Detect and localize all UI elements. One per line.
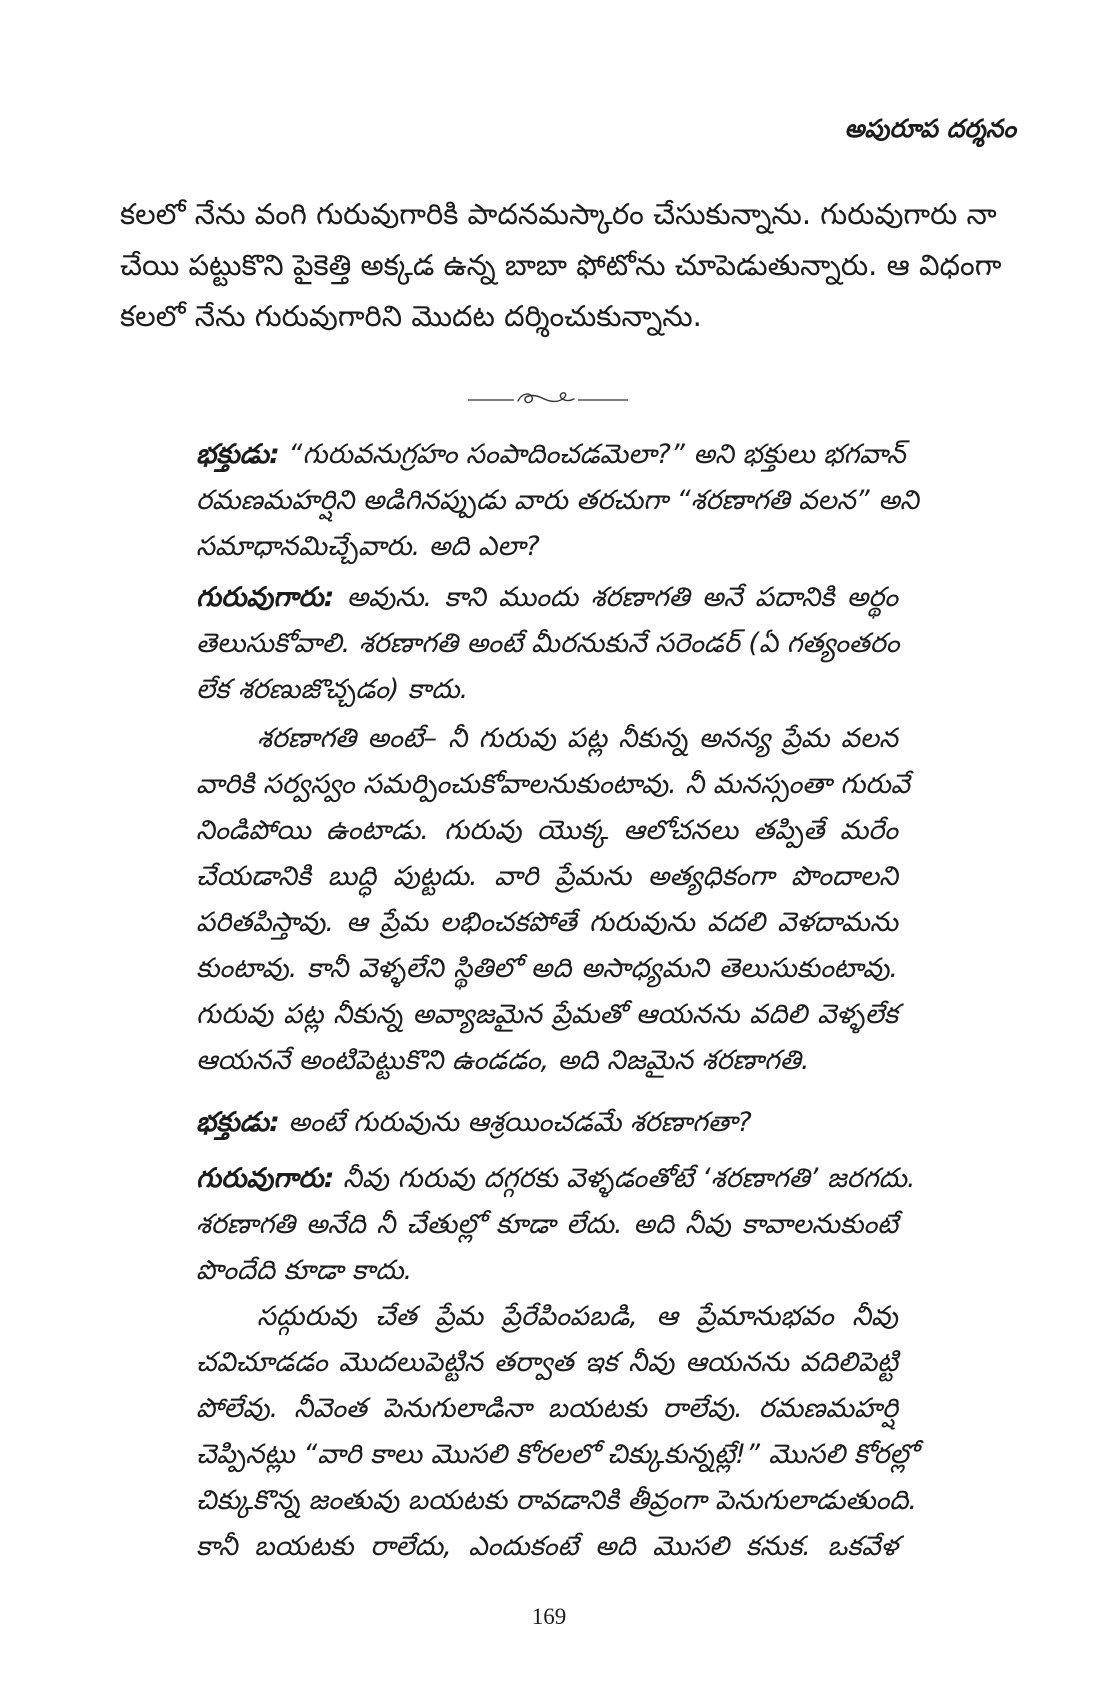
dialogue-line: రమణమహర్షిని అడిగినప్పుడు వారు తరచుగా “శరణాగతి వలన” అని xyxy=(196,485,919,516)
dialogue-line: సమాధానమిచ్చేవారు. అది ఎలా? xyxy=(196,531,540,562)
dialogue-line: శరణాగతి అనేది నీ చేతుల్లో కూడా లేదు. అది నీవు కావాలనుకుంటే xyxy=(196,1209,898,1240)
dialogue-line: కానీ బయటకు రాలేదు, ఎందుకంటే అది మొసలి కనుక. ఒకవేళ xyxy=(196,1531,898,1562)
guru-answer xyxy=(196,575,898,713)
dialogue-section xyxy=(196,432,919,1570)
speaker-label-devotee: భక్తుడు: xyxy=(196,439,280,470)
dialogue-line: శరణాగతి అంటే– నీ గురువు పట్ల నీకున్న అనన్య ప్రేమ వలన xyxy=(257,723,898,754)
dialogue-line: చవిచూడడం మొదలుపెట్టిన తర్వాత ఇక నీవు ఆయనను వదిలిపెట్టి xyxy=(196,1347,898,1378)
dialogue-line: సద్గురువు చేత ప్రేమ ప్రేరేపింపబడి, ఆ ప్రేమానుభవం నీవు xyxy=(257,1301,898,1332)
dialogue-text: నీవు గురువు దగ్గరకు వెళ్ళడంతోటే ‘శరణాగతి’ జరగదు. xyxy=(343,1163,916,1194)
speaker-label-guru: గురువుగారు: xyxy=(196,582,335,613)
dialogue-line: లేక శరణుజొచ్చడం) కాదు. xyxy=(196,674,469,705)
page-number: 169 xyxy=(531,1604,567,1629)
dialogue-line xyxy=(196,575,898,621)
dialogue-line: నిండిపోయి ఉంటాడు. గురువు యొక్క ఆలోచనలు తప్పితే మరేం xyxy=(196,815,898,846)
guru-answer-paragraph xyxy=(196,1294,918,1570)
dialogue-line xyxy=(196,1156,916,1202)
devotee-question xyxy=(196,1100,898,1146)
dialogue-text: అవును. కాని ముందు శరణాగతి అనే పదానికి అర్థం xyxy=(346,582,898,613)
dialogue-text: అంటే గురువును ఆశ్రయించడమే శరణాగతా? xyxy=(288,1107,752,1138)
dialogue-line: పరితపిస్తావు. ఆ ప్రేమ లభించకపోతే గురువును వదలి వెళదామను xyxy=(196,907,898,938)
section-divider-ornament xyxy=(468,388,628,410)
dialogue-line: కుంటావు. కానీ వెళ్ళలేని స్థితిలో అది అసాధ్యమని తెలుసుకుంటావు. xyxy=(196,953,898,984)
dialogue-line: పొందేది కూడా కాదు. xyxy=(196,1255,413,1286)
dialogue-line: చెప్పినట్లు “వారి కాలు మొసలి కోరలలో చిక్కుకున్నట్లే!” మొసలి కోరల్లో xyxy=(196,1439,918,1470)
intro-line: చేయి పట్టుకొని పైకెత్తి అక్కడ ఉన్న బాబా ఫోటోను చూపెడుతున్నారు. ఆ విధంగా xyxy=(120,248,1002,282)
speaker-label-guru: గురువుగారు: xyxy=(196,1163,335,1194)
dialogue-line: గురువు పట్ల నీకున్న అవ్యాజమైన ప్రేమతో ఆయనను వదిలి వెళ్ళలేక xyxy=(196,999,898,1030)
dialogue-line: తెలుసుకోవాలి. శరణాగతి అంటే మీరనుకునే సరెండర్ (ఏ గత్యంతరం xyxy=(196,628,900,659)
intro-line: కలలో నేను గురువుగారిని మొదట దర్శించుకున్నాను. xyxy=(120,299,702,333)
devotee-question xyxy=(196,432,919,570)
dialogue-line: చిక్కుకొన్న జంతువు బయటకు రావడానికి తీవ్రంగా పెనుగులాడుతుంది. xyxy=(196,1485,917,1516)
running-header-title: అపురూప దర్శనం xyxy=(844,114,1016,143)
dialogue-line xyxy=(196,432,906,478)
guru-answer xyxy=(196,1156,916,1294)
guru-answer-paragraph xyxy=(196,716,910,1084)
intro-line: కలలో నేను వంగి గురువుగారికి పాదనమస్కారం చేసుకున్నాను. గురువుగారు నా xyxy=(120,197,997,231)
intro-paragraph xyxy=(120,189,1002,342)
dialogue-text: “గురువనుగ్రహం సంపాదించడమెలా?” అని భక్తులు భగవాన్ xyxy=(288,439,906,470)
dialogue-line: ఆయననే అంటిపెట్టుకొని ఉండడం, అది నిజమైన శరణాగతి. xyxy=(196,1045,810,1076)
speaker-label-devotee: భక్తుడు: xyxy=(196,1107,280,1138)
dialogue-line: పోలేవు. నీవెంత పెనుగులాడినా బయటకు రాలేవు. రమణమహర్షి xyxy=(196,1393,898,1424)
dialogue-line xyxy=(196,1100,898,1146)
dialogue-line: వారికి సర్వస్వం సమర్పించుకోవాలనుకుంటావు. నీ మనస్సంతా గురువే xyxy=(196,769,910,800)
dialogue-line: చేయడానికి బుద్ధి పుట్టదు. వారి ప్రేమను అత్యధికంగా పొందాలని xyxy=(196,861,898,892)
